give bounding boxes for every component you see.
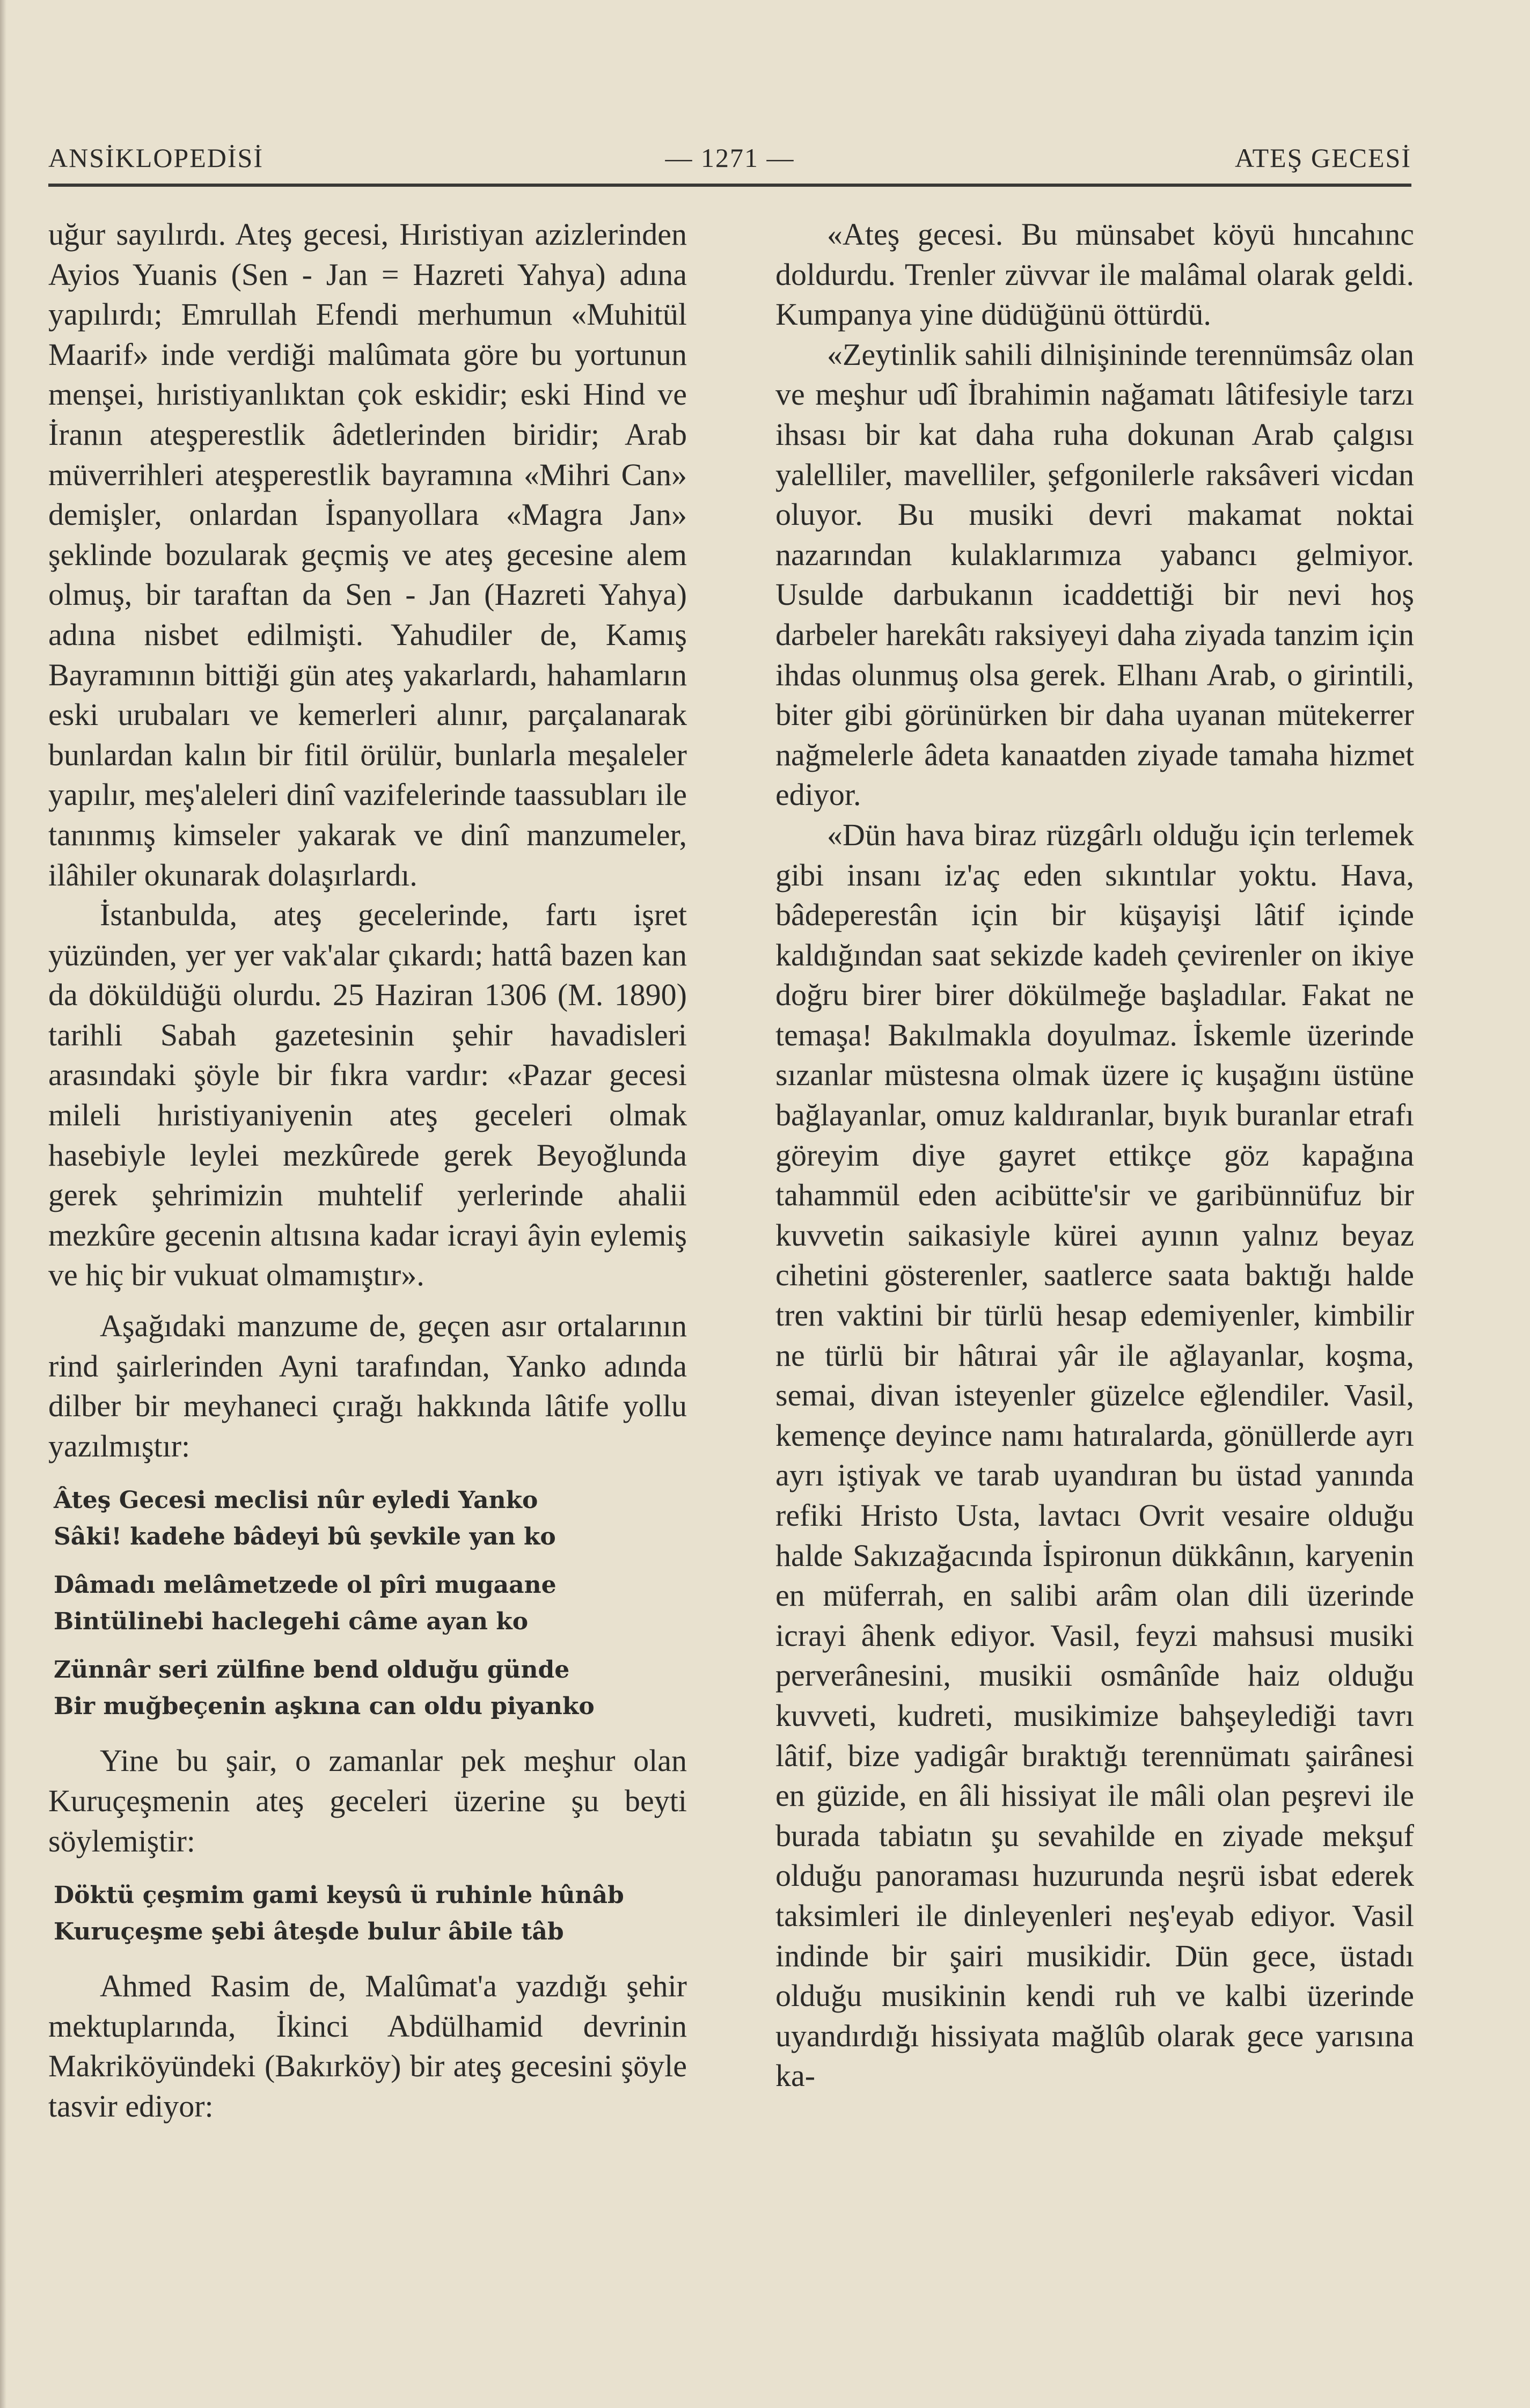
header-rule [48,184,1411,187]
left-paragraph-2: İstanbulda, ateş gecelerinde, fartı işret yüzünden, yer yer vak'alar çıkardı; hattâ bazen kan da döküldüğü olurdu. 25 Haziran 1306 (M. 1890) tarihli Sabah gazetesinin şehir havadisleri arasındaki şöyle bir fıkra vardır: «Pazar gecesi mileli hıristiyaniyenin ateş geceleri olmak hasebiyle leylei mezkûrede gerek Beyoğlunda gerek şehrimizin muhtelif yerlerinde ahalii mezkûre gecenin altısına kadar icrayi âyin eylemiş ve hiç bir vukuat olmamıştır». [48,897,687,1293]
verse-couplet [54,1482,687,1555]
right-paragraph-3: «Dün hava biraz rüzgârlı olduğu için terlemek gibi insanı iz'aç eden sıkıntılar yoktu. Hava, bâdeperestân için bir küşayişi lâtif içinde kaldığından saat sekizde kadeh çevirenler on ikiye doğru birer birer dökülmeğe başladılar. Fakat ne temaşa! Bakılmakla doyulmaz. İskemle üzerinde sızanlar müstesna olmak üzere iç kuşağını üstüne bağlayanlar, omuz kaldıranlar, bıyık buranlar etrafı göreyim diye gayret ettikçe göz kapağına tahammül eden acibütte'sir ve garibünnüfuz bir kuvvetin saikasiyle kürei ayının yalnız beyaz cihetini gösterenler, saatlerce saata baktığı halde tren vaktini bir türlü hesap edemiyenler, kimbilir ne türlü bir hâtırai yâr ile ağlayanlar, koşma, semai, divan isteyenler güzelce eğlendiler. Vasil, kemençe deyince namı hatıralarda, gönüllerde ayrı ayrı iştiyak ve tarab uyandıran bu üstad yanında refiki Hristo Usta, lavtacı Ovrit vesaire olduğu halde Sakızağacında İspironun dükkânın, karyenin en müferrah, en salibi arâm olan dili üzerinde icrayi âhenk ediyor. Vasil, feyzi mahsusi musiki perverânesini, musikii osmânîde haiz olduğu kuvveti, kudreti, musikimize bahşeylediği tavrı lâtif, bize yadigâr bıraktığı terennümatı şairânesi en güzide, en âli hissiyat ile mâli olan peşrevi ile burada tabiatın şu sevahilde en ziyade mekşuf olduğu panoraması huzurunda neşrü isbat ederek taksimleri ile dinleyenleri neş'eyab ediyor. Vasil indinde bir şairi musikidir. Dün gece, üstadı olduğu musikinin kendi ruh ve kalbi üzerinde uyandırdığı hissiyata mağlûb olarak gece yarısına ka- [775,817,1414,2094]
spacer [48,1296,687,1306]
page-number: — 1271 — [665,143,795,173]
verse-line: Bintülinebi haclegehi câme ayan ko [54,1608,529,1636]
right-paragraph-1: «Ateş gecesi. Bu münsabet köyü hıncahınc doldurdu. Trenler züvvar ile malâmal olarak geldi. Kumpanya yine düdüğünü öttürdü. [775,217,1414,332]
verse-line: Kuruçeşme şebi âteşde bulur âbile tâb [54,1918,564,1946]
left-column [48,215,687,2127]
verse-line: Bir muğbeçenin aşkına can oldu piyanko [54,1693,595,1721]
left-paragraph-1: uğur sayılırdı. Ateş gecesi, Hıristiyan azizlerinden Ayios Yuanis (Sen - Jan = Hazreti Yahya) adına yapılırdı; Emrullah Efendi merhumun «Muhitül Maarif» inde verdiği malûmata göre bu yortunun menşei, hıristiyanlıktan çok eskidir; eski Hind ve İranın ateşperestlik âdetlerinden biridir; Arab müverrihleri ateşperestlik bayramına «Mihri Can» demişler, onlardan İspanyollara «Magra Jan» şeklinde bozularak geçmiş ve ateş gecesine alem olmuş, bir taraftan da Sen - Jan (Hazreti Yahya) adına nisbet edilmişti. Yahudiler de, Kamış Bayramının bittiği gün ateş yakarlardı, hahamların eski urubaları ve kemerleri alınır, parçalanarak bunlardan kalın bir fitil örülür, bunlarla meşaleler yapılır, meş'aleleri dinî vazifelerinde taassubları ile tanınmış kimseler yakarak ve dinî manzumeler, ilâhiler okunarak dolaşırlardı. [48,217,687,892]
verse-line: Dâmadı melâmetzede ol pîri mugaane [54,1571,557,1599]
left-paragraph-3: Aşağıdaki manzume de, geçen asır ortalarının rind şairlerinden Ayni tarafından, Yanko adında dilber bir meyhaneci çırağı hakkında lâtife yollu yazılmıştır: [48,1308,687,1463]
verse-line: Zünnâr seri zülfine bend olduğu günde [54,1656,570,1684]
left-paragraph-5: Ahmed Rasim de, Malûmat'a yazdığı şehir mektuplarında, İkinci Abdülhamid devrinin Makriköyündeki (Bakırköy) bir ateş gecesini şöyle tasvir ediyor: [48,1968,687,2124]
verse-ayni [48,1482,687,1725]
header-right-title: ATEŞ GECESİ [1235,143,1411,173]
left-paragraph-4: Yine bu şair, o zamanlar pek meşhur olan Kuruçeşmenin ateş geceleri üzerine şu beyti söylemiştir: [48,1743,687,1858]
verse-couplet [54,1652,687,1725]
verse-kurucesme [48,1877,687,1950]
header-left-title: ANSİKLOPEDİSİ [48,143,263,173]
verse-line: Döktü çeşmim gami keysû ü ruhinle hûnâb [54,1882,624,1909]
verse-couplet [54,1567,687,1640]
verse-line: Âteş Gecesi meclisi nûr eyledi Yanko [54,1487,538,1514]
right-paragraph-2: «Zeytinlik sahili dilnişininde terennümsâz olan ve meşhur udî İbrahimin nağamatı lâtifesiyle tarzı ihsası bir kat daha ruha dokunan Arab çalgısı yalelliler, mavelliler, şefgonilerle raksâveri vicdan oluyor. Bu musiki devri makamat noktai nazarından kulaklarımıza yabancı gelmiyor. Usulde darbukanın icaddettiği bir nevi hoş darbeler harekâtı raksiyeyi daha ziyada tanzim için ihdas olunmuş olsa gerek. Elhanı Arab, o girintili, biter gibi görünürken bir daha uyanan mütekerrer nağmelerle âdeta kanaatden ziyade tamaha hizmet ediyor. [775,336,1414,813]
page-edge [0,0,6,2408]
right-column [775,215,1414,2096]
verse-line: Sâki! kadehe bâdeyi bû şevkile yan ko [54,1523,556,1551]
running-header [48,131,1411,174]
